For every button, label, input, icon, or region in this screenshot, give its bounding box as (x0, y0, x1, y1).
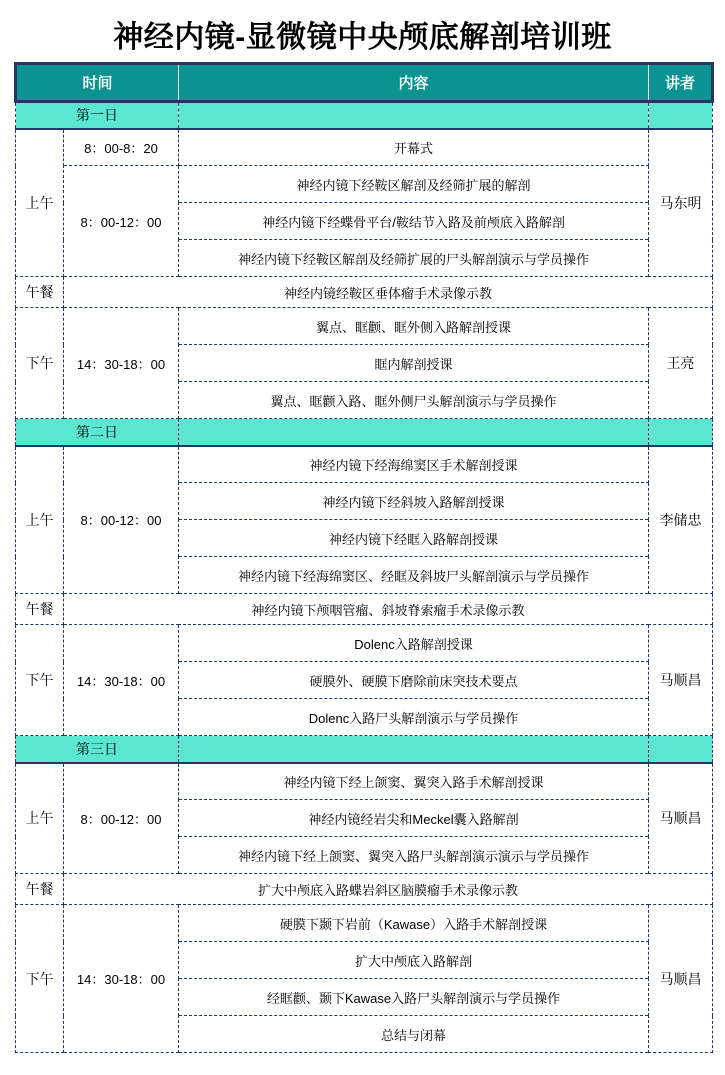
day2-lunch-row (16, 594, 713, 625)
day1-lunch-period-cell: 午餐 (16, 277, 64, 308)
day3-pm-time-cell: 14：30-18：00 (64, 905, 179, 1053)
day1-am-period-cell: 上午 (16, 129, 64, 277)
day3-pm-content-3: 经眶颧、颞下Kawase入路尸头解剖演示与学员操作 (179, 979, 649, 1016)
day3-lunch-text-cell: 扩大中颅底入路蝶岩斜区脑膜瘤手术录像示教 (64, 874, 713, 905)
day2-am-content-2: 神经内镜下经斜坡入路解剖授课 (179, 483, 649, 520)
table-row (16, 129, 713, 166)
table-header-row (16, 64, 713, 102)
day1-am-time2-cell: 8：00-12：00 (64, 166, 179, 277)
day1-lunch-row (16, 277, 713, 308)
day1-band-label: 第一日 (16, 102, 179, 129)
day1-am-speaker-cell: 马东明 (649, 129, 713, 277)
day1-am-content-1: 开幕式 (179, 129, 649, 166)
day1-lunch-text-cell: 神经内镜经鞍区垂体瘤手术录像示教 (64, 277, 713, 308)
day1-pm-content-2: 眶内解剖授课 (179, 345, 649, 382)
day3-am-content-3: 神经内镜下经上颌窦、翼突入路尸头解剖演示演示与学员操作 (179, 837, 649, 874)
day2-am-time-cell: 8：00-12：00 (64, 446, 179, 594)
day2-pm-time-cell: 14：30-18：00 (64, 625, 179, 736)
day1-band-speaker-cell (649, 102, 713, 129)
day1-pm-time-cell: 14：30-18：00 (64, 308, 179, 419)
day1-band-content-cell (179, 102, 649, 129)
day2-am-period-cell: 上午 (16, 446, 64, 594)
day3-pm-content-4: 总结与闭幕 (179, 1016, 649, 1053)
day2-band-row (16, 419, 713, 446)
day1-am-content-4: 神经内镜下经鞍区解剖及经筛扩展的尸头解剖演示与学员操作 (179, 240, 649, 277)
day2-am-speaker-cell: 李储忠 (649, 446, 713, 594)
table-row (16, 763, 713, 800)
day1-pm-period-cell: 下午 (16, 308, 64, 419)
table-row (16, 625, 713, 662)
day3-pm-speaker-cell: 马顺昌 (649, 905, 713, 1053)
day2-pm-content-2: 硬膜外、硬膜下磨除前床突技术要点 (179, 662, 649, 699)
day3-am-content-2: 神经内镜经岩尖和Meckel囊入路解剖 (179, 800, 649, 837)
day3-lunch-row (16, 874, 713, 905)
day2-band-speaker-cell (649, 419, 713, 446)
day1-am-content-3: 神经内镜下经蝶骨平台/鞍结节入路及前颅底入路解剖 (179, 203, 649, 240)
day3-pm-content-1: 硬膜下颞下岩前（Kawase）入路手术解剖授课 (179, 905, 649, 942)
header-cell-speaker: 讲者 (649, 64, 713, 102)
day3-am-content-1: 神经内镜下经上颌窦、翼突入路手术解剖授课 (179, 763, 649, 800)
day2-band-label: 第二日 (16, 419, 179, 446)
day2-pm-content-1: Dolenc入路解剖授课 (179, 625, 649, 662)
day3-am-speaker-cell: 马顺昌 (649, 763, 713, 874)
day3-band-speaker-cell (649, 736, 713, 763)
table-row (16, 308, 713, 345)
day2-pm-speaker-cell: 马顺昌 (649, 625, 713, 736)
day2-am-content-1: 神经内镜下经海绵窦区手术解剖授课 (179, 446, 649, 483)
day3-am-period-cell: 上午 (16, 763, 64, 874)
day2-lunch-period-cell: 午餐 (16, 594, 64, 625)
day3-pm-period-cell: 下午 (16, 905, 64, 1053)
day2-pm-content-3: Dolenc入路尸头解剖演示与学员操作 (179, 699, 649, 736)
day1-pm-content-3: 翼点、眶颧入路、眶外侧尸头解剖演示与学员操作 (179, 382, 649, 419)
day2-pm-period-cell: 下午 (16, 625, 64, 736)
day2-am-content-4: 神经内镜下经海绵窦区、经眶及斜坡尸头解剖演示与学员操作 (179, 557, 649, 594)
day3-lunch-period-cell: 午餐 (16, 874, 64, 905)
day3-am-time-cell: 8：00-12：00 (64, 763, 179, 874)
day1-pm-content-1: 翼点、眶颧、眶外侧入路解剖授课 (179, 308, 649, 345)
day1-band-row (16, 102, 713, 129)
day3-band-row (16, 736, 713, 763)
page-title: 神经内镜-显微镜中央颅底解剖培训班 (113, 21, 612, 54)
table-row (16, 166, 713, 203)
day2-lunch-text-cell: 神经内镜下颅咽管瘤、斜坡脊索瘤手术录像示教 (64, 594, 713, 625)
table-row (16, 446, 713, 483)
day1-pm-speaker-cell: 王亮 (649, 308, 713, 419)
schedule-table (14, 62, 714, 1053)
day2-am-content-3: 神经内镜下经眶入路解剖授课 (179, 520, 649, 557)
table-row (16, 905, 713, 942)
day2-band-content-cell (179, 419, 649, 446)
day3-pm-content-2: 扩大中颅底入路解剖 (179, 942, 649, 979)
day1-am-time1-cell: 8：00-8：20 (64, 129, 179, 166)
day3-band-label: 第三日 (16, 736, 179, 763)
day3-band-content-cell (179, 736, 649, 763)
header-cell-content: 内容 (179, 64, 649, 102)
day1-am-content-2: 神经内镜下经鞍区解剖及经筛扩展的解剖 (179, 166, 649, 203)
header-cell-time: 时间 (16, 64, 179, 102)
